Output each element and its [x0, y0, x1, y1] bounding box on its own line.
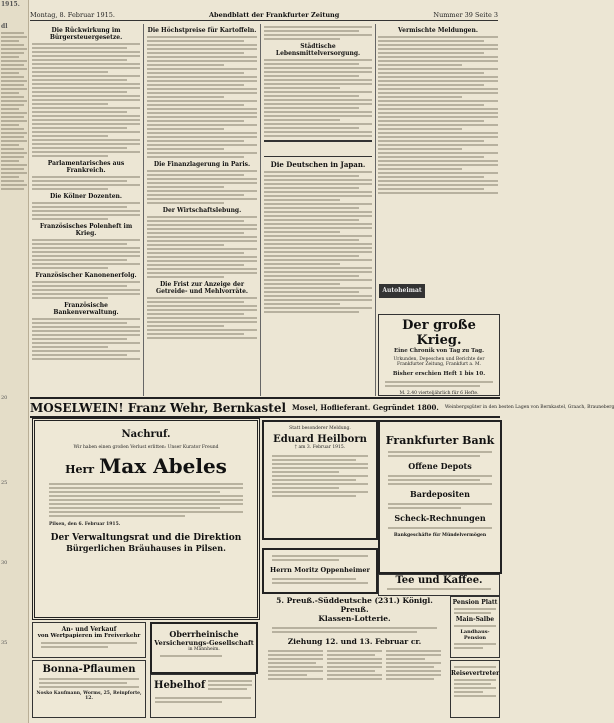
col2-headline-4: Die Frist zur Anzeige der Getreide- und Mehlvorräte.: [155, 281, 249, 295]
krieg-ad: [378, 314, 500, 396]
column-rule: [260, 24, 261, 396]
column-rule: [375, 24, 376, 396]
banner-right: Weinbergsgüter in den besten Lagen von Bernkastel, Graach, Brauneberg: [444, 405, 614, 410]
tapeten-line2: von Wertpapieren im Freiverkehr: [37, 633, 141, 639]
frankfurter-bank-ad: [378, 420, 502, 574]
wertpapiere-ad: [32, 622, 146, 658]
obituary-line2: Der Verwaltungsrat und die Direktion: [50, 533, 242, 543]
lotterie-title2: Klassen-Lotterie.: [318, 614, 391, 623]
lotterie-title: 5. Preuß.-Süddeutsche (231.) Königl. Preuß.: [276, 596, 433, 614]
col3-headline-2: Die Deutschen in Japan.: [270, 160, 366, 169]
autoheimat-label: Autoheimat: [382, 287, 422, 294]
ober-line2: Versicherungs-Gesellschaft: [154, 639, 254, 647]
obituary-line3: Bürgerlichen Bräuhauses in Pilsen.: [66, 543, 226, 553]
column-3: [264, 24, 372, 396]
moselwein-banner: [30, 397, 614, 418]
header-paper: Abendblatt der Frankfurter Zeitung: [208, 11, 340, 19]
col2-headline-2: Die Finanzlagerung in Paris.: [153, 161, 251, 168]
tee-title: Tee und Kaffee.: [395, 575, 483, 586]
autoheimat-ad: [379, 284, 425, 298]
obituary-title: Nachruf.: [121, 429, 171, 440]
obituary-place: Pilsen, den 6. Februar 1915.: [49, 522, 121, 527]
bank-title: Frankfurter Bank: [385, 434, 495, 447]
left-gutter: [0, 0, 29, 723]
col1-headline-4: Französisches Polenheft im Krieg.: [39, 223, 133, 237]
column-2: [147, 24, 257, 396]
col3-headline-1: Städtische Lebensmittelversorgung.: [275, 43, 361, 57]
gutter-num-0: 20: [1, 395, 8, 401]
bohnen-title: Bonna-Pflaumen: [42, 664, 136, 675]
krieg-line2: Frankfurter Zeitung, Frankfurt a. M.: [396, 362, 482, 367]
column-1: [32, 24, 140, 396]
bank-depo: Bardepositen: [410, 489, 470, 499]
bank-sub: Offene Depots: [408, 461, 472, 471]
col1-headline-2: Parlamentarisches aus Frankreich.: [47, 160, 125, 174]
bohnen-sub: Nosko Kaufmann, Worms, 25, Reinpforte, 12.: [36, 691, 142, 701]
col1-headline-1: Die Rückwirkung im Bürgersteuergesetze.: [49, 27, 123, 41]
banner-mid: Mosel, Hoflieferant. Gegründet 1800.: [292, 403, 439, 412]
oberrheinische-ad: [150, 622, 258, 674]
pension-ad: [450, 596, 500, 658]
banner-main: MOSELWEIN! Franz Wehr, Bernkastel: [30, 400, 287, 415]
obituary-herr: Herr: [65, 463, 95, 476]
col1-headline-6: Französische Bankenverwaltung.: [53, 302, 119, 316]
krieg-line1: Urkunden, Depeschen und Berichte der: [393, 357, 485, 362]
gutter-num-2: 30: [1, 560, 8, 566]
header-date: Montag, 8. Februar 1915.: [30, 11, 115, 19]
pension-sub2: Main-Salbe: [455, 616, 495, 623]
krieg-sub: Eine Chronik von Tag zu Tag.: [393, 348, 485, 354]
column-rule: [143, 24, 144, 396]
reisevertreter-ad: [450, 660, 500, 718]
bank-safe: Bankgeschäfte für Mündelvermögen: [393, 533, 487, 538]
obituary-notice: [32, 418, 260, 620]
krieg-line3: Bisher erschien Heft 1 bis 10.: [392, 371, 486, 377]
col2-headline-3: Der Wirtschaftslebung.: [162, 207, 242, 214]
header-page: Nummer 39 Seite 3: [433, 11, 498, 19]
col2-headline-1: Die Höchstpreise für Kartoffeln.: [147, 27, 257, 34]
col3-separator: [264, 140, 372, 157]
obituary-line1: Wir haben einen großen Verlust erlitten: Unser Kurator Freund: [73, 445, 219, 450]
bank-scheck: Scheck-Rechnungen: [394, 513, 486, 523]
oppenheimer-notice: [262, 548, 378, 594]
reise-title: Reisevertreter: [451, 670, 500, 677]
ober-line3: in Mannheim.: [188, 647, 220, 652]
lotterie-ad: [262, 596, 447, 716]
hebelhof-title: Hebelhof: [154, 679, 206, 691]
gutter-year: 1915.: [1, 1, 20, 8]
gutter-num-1: 25: [1, 480, 8, 486]
col4-headline-1: Vermischte Meldungen.: [398, 27, 478, 34]
pension-title: Pension Platt: [452, 599, 498, 606]
krieg-line4: M. 2.40 vierteljährlich für 6 Hefte.: [399, 391, 479, 396]
heilborn-notice: [262, 420, 378, 540]
tapeten-line1: An- und Verkauf: [61, 626, 117, 633]
col1-headline-5: Französischer Kanonenerfolg.: [35, 272, 137, 279]
heilborn-top: Statt besonderer Meldung.: [289, 426, 351, 431]
pension-sub3: Landhaus-Pension: [460, 629, 490, 641]
hebelhof-ad: [150, 674, 256, 718]
page-header: [30, 10, 498, 21]
heilborn-name: Eduard Heilborn: [273, 434, 367, 445]
krieg-title: Der große Krieg.: [402, 318, 476, 348]
obituary-name: Max Abeles: [99, 454, 227, 478]
gutter-dl: dl: [1, 23, 8, 30]
bonna-pflaumen-ad: [32, 660, 146, 718]
tee-kaffee-ad: [378, 574, 500, 596]
heilborn-date: † am 3. Februar 1915.: [294, 445, 346, 450]
gutter-num-3: 35: [1, 640, 8, 646]
lotterie-ziehung: Ziehung 12. und 13. Februar cr.: [287, 637, 422, 646]
ober-line1: Oberrheinische: [169, 629, 239, 639]
col1-headline-3: Die Kölner Dozenten.: [49, 193, 122, 200]
column-4: [378, 24, 498, 282]
oppenheimer-name: Herrn Moritz Oppenheimer: [270, 566, 370, 574]
